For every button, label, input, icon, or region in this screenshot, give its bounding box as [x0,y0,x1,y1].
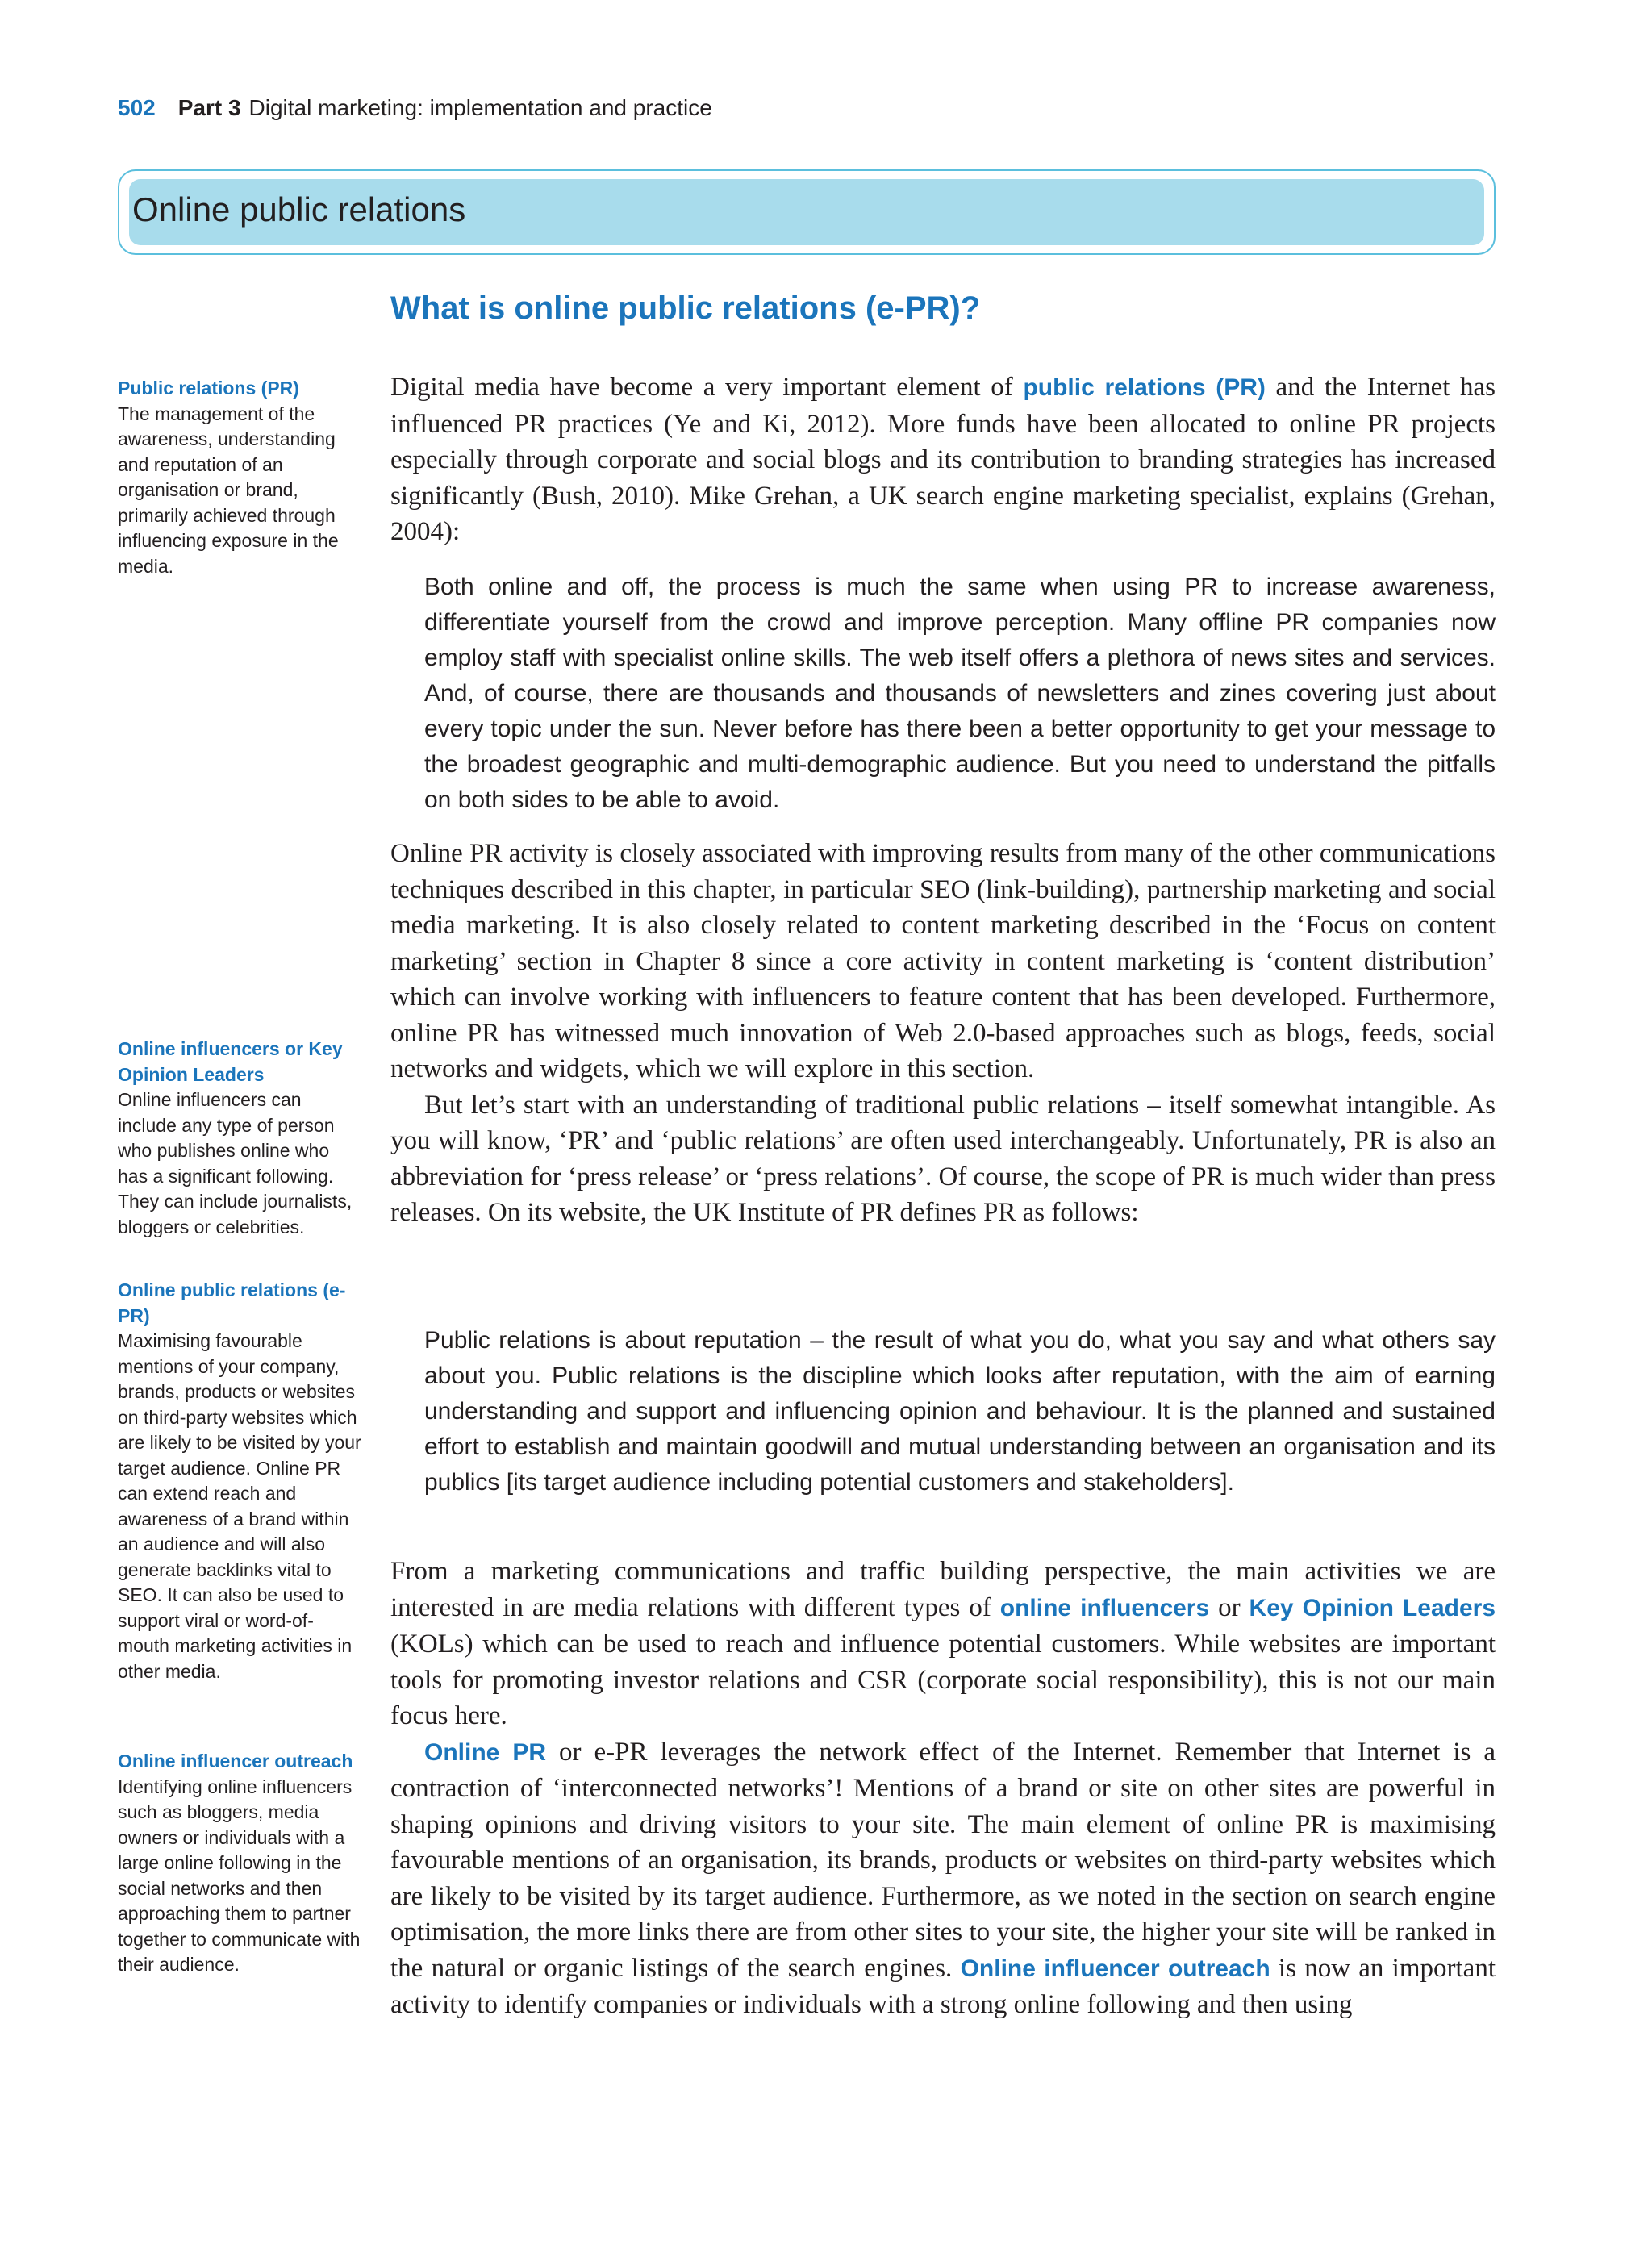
header-title: Digital marketing: implementation and practice [248,95,712,120]
paragraph-2 [390,836,1496,1231]
running-header [118,95,712,121]
margin-term: Online public relations (e-PR) [118,1279,346,1326]
p1-text-a: Digital media have become a very important element of [390,373,1024,402]
margin-note-outreach [118,1749,361,1978]
keyword-kol: Key Opinion Leaders [1249,1594,1496,1621]
p3-text: But let’s start with an understanding of traditional public relations – itself somewhat intangible. As you will know, ‘PR’ and ‘public relations’ are often used interchangeably. Unfortunately, PR is also an abbreviation for ‘press release’ or ‘press relations’. Of course, the scope of PR is much wider than press releases. On its website, the UK Institute of PR defines PR as follows: [390,1090,1496,1227]
p1-text-b: and the Internet has influenced PR practices (Ye and Ki, 2012). More funds have been allocated to online PR projects especially through corporate and social blogs and its contribution to branding strategies has increased significantly (Bush, 2010). Mike Grehan, a UK search engine marketing specialist, explains (Grehan, 2004): [390,373,1496,546]
keyword-online-pr: Online PR [424,1738,547,1766]
quote-ipr: Public relations is about reputation – the result of what you do, what you say and what others say about you. Public relations is the discipline which looks after reputation, with the aim of earning understanding and support and influencing opinion and behaviour. It is the planned and sustained effort to establish and maintain goodwill and mutual understanding between an organisation and its publics [its target audience including potential customers and stakeholders]. [424,1327,1496,1496]
margin-definition: Identifying online influencers such as bloggers, media owners or individuals with a large online following in the social networks and then approaching them to partner together to communicate with their audience. [118,1776,361,1975]
p4-text-a: From a marketing communications and traffic building perspective, the main activities we are interested in are media relations with different types of [390,1557,1496,1622]
keyword-online-influencers: online influencers [999,1594,1210,1621]
section-heading: What is online public relations (e-PR)? [390,290,981,326]
margin-note-pr [118,376,361,579]
quote-grehan: Both online and off, the process is much the same when using PR to increase awareness, differentiate yourself from the crowd and improve perception. Many offline PR companies now employ staff with specialist online skills. The web itself offers a plethora of news sites and services. And, of course, there are thousands and thousands of newsletters and zines covering just about every topic under the sun. Never before has there been a better opportunity to get your message to the broadest geographic and multi-demographic audience. But you need to understand the pitfalls on both sides to be able to avoid. [424,574,1496,813]
p5-text-a: or e-PR leverages the network effect of the Internet. Remember that Internet is a contraction of ‘interconnected networks’! Mentions of a brand or site on other sites are powerful in shaping opinions and driving visitors to your site. The main element of online PR is maximising favourable mentions of an organisation, its brands, products or websites on third-party websites which are likely to be visited by its target audience. Furthermore, as we noted in the section on search engine optimisation, the more links there are from other sites to your site, the higher your site will be ranked in the natural or organic listings of the search engines. [390,1737,1496,1983]
keyword-influencer-outreach: Online influencer outreach [960,1955,1270,1982]
keyword-public-relations: public relations (PR) [1023,374,1266,401]
margin-definition: The management of the awareness, understanding and reputation of an organisation or brand, primarily achieved through influencing exposure in the media. [118,403,339,577]
paragraph-4 [390,1554,1496,2023]
margin-definition: Maximising favourable mentions of your company, brands, products or websites on third-party websites which are likely to be visited by your target audience. Online PR can extend reach and awareness of a brand within an audience and will also generate backlinks vital to SEO. It can also be used to support viral or word-of-mouth marketing activities in other media. [118,1330,361,1682]
margin-term: Online influencer outreach [118,1751,353,1771]
page-number: 502 [118,95,156,120]
margin-note-epr [118,1278,361,1684]
margin-definition: Online influencers can include any type of person who publishes online who has a significant following. They can include journalists, bloggers or celebrities. [118,1089,353,1237]
p4-text-b: or [1209,1592,1249,1622]
margin-note-influencers [118,1037,361,1240]
part-label: Part 3 [177,95,241,120]
paragraph-1 [390,369,1496,550]
p4-text-c: (KOLs) which can be used to reach and influence potential customers. While websites are important tools for promoting investor relations and CSR (corporate social responsibility), this is not our main focus here. [390,1630,1496,1730]
section-title: Online public relations [132,190,466,228]
margin-term: Online influencers or Key Opinion Leaders [118,1038,343,1085]
p2-text: Online PR activity is closely associated with improving results from many of the other communications techniques described in this chapter, in particular SEO (link-building), partnership marketing and social media marketing. It is also closely related to content marketing described in the ‘Focus on content marketing’ section in Chapter 8 since a core activity in content marketing is ‘content distribution’ which can involve working with influencers to feature content that has been developed. Furthermore, online PR has witnessed much innovation of Web 2.0-based approaches such as blogs, feeds, social networks and widgets, which we will explore in this section. [390,839,1496,1083]
p5-text-b: is now an important activity to identify companies or individuals with a strong online following and then using [390,1953,1496,2019]
margin-term: Public relations (PR) [118,378,299,399]
